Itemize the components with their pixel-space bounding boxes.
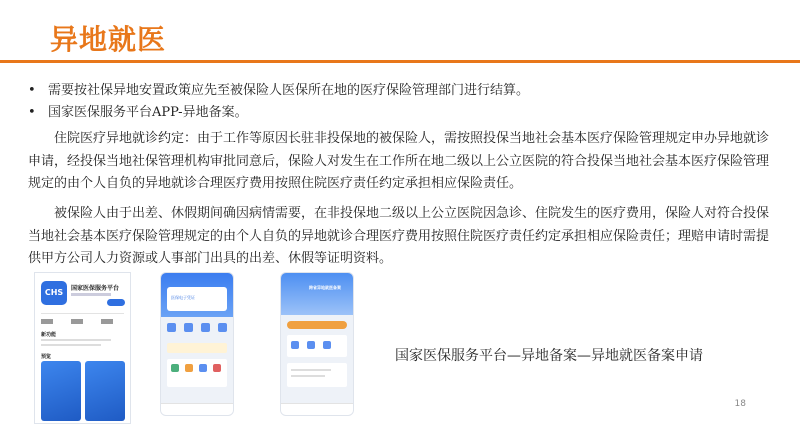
service-grid (167, 359, 227, 387)
text-line (41, 344, 101, 346)
bullet-text: 需要按社保异地安置政策应先至被保险人医保所在地的医疗保险管理部门进行结算。 (48, 83, 530, 98)
section-preview: 预览 (41, 354, 52, 360)
divider (41, 313, 124, 314)
title-divider (0, 60, 800, 63)
paragraph-inpatient-agreement: 住院医疗异地就诊约定：由于工作等原因长驻非投保地的被保险人，需按照投保当地社会基本医疗保险管理规定申办异地就诊申请，经投保当地社保管理机构审批同意后，保险人对发生在工作所在地二级以上公立医院的符合投保当地社会基本医疗保险管理规定的由个人自负的异地就诊合理医疗费用按照住院医疗责任约定承担相应保险责任。 (28, 131, 770, 191)
ratings-row (41, 317, 124, 327)
preview-image-1 (41, 361, 81, 421)
bullet-item (28, 102, 773, 124)
app-subtitle-line (71, 293, 111, 296)
bullet-item (28, 80, 773, 102)
bullet-dot-icon: • (28, 83, 36, 98)
preview-image-2 (85, 361, 125, 421)
bullet-list (28, 80, 773, 124)
chs-logo-icon: CHS (41, 281, 67, 305)
bottom-nav[interactable] (281, 403, 353, 416)
bullet-dot-icon: • (28, 105, 36, 120)
page-number: 18 (734, 399, 746, 409)
e-certificate-card[interactable] (167, 287, 227, 311)
filing-banner-text: 跨省异地就医备案 (309, 285, 341, 290)
notice-banner (167, 343, 227, 353)
paragraph-travel-emergency: 被保险人由于出差、休假期间确因病情需要，在非投保地二级以上公立医院因急诊、住院发生的医疗费用，保险人对符合投保当地社会基本医疗保险管理规定的由个人自负的异地就诊合理医疗费用按照住院医疗责任约定承担相应保险责任；理赔申请时需提供甲方公司人力资源或人事部门出具的出差、休假等证明资料。 (28, 206, 770, 266)
quick-actions-row (167, 323, 227, 337)
page-title: 异地就医 (50, 23, 167, 56)
apply-button[interactable] (287, 321, 347, 329)
section-new-features: 新功能 (41, 332, 57, 338)
filing-banner (281, 273, 353, 315)
app-name: 国家医保服务平台 (71, 285, 120, 292)
text-line (41, 339, 111, 341)
filing-options (287, 335, 347, 357)
remote-filing-screenshot (280, 272, 354, 416)
app-home-screenshot (160, 272, 234, 416)
card-title: 医保电子凭证 (171, 295, 195, 300)
get-button[interactable] (107, 299, 125, 306)
bottom-nav[interactable] (161, 403, 233, 416)
app-store-screenshot (34, 272, 131, 424)
bullet-text: 国家医保服务平台APP-异地备案。 (48, 105, 248, 120)
screenshots-caption: 国家医保服务平台—异地备案—异地就医备案申请 (395, 348, 703, 364)
filing-query-list (287, 363, 347, 387)
